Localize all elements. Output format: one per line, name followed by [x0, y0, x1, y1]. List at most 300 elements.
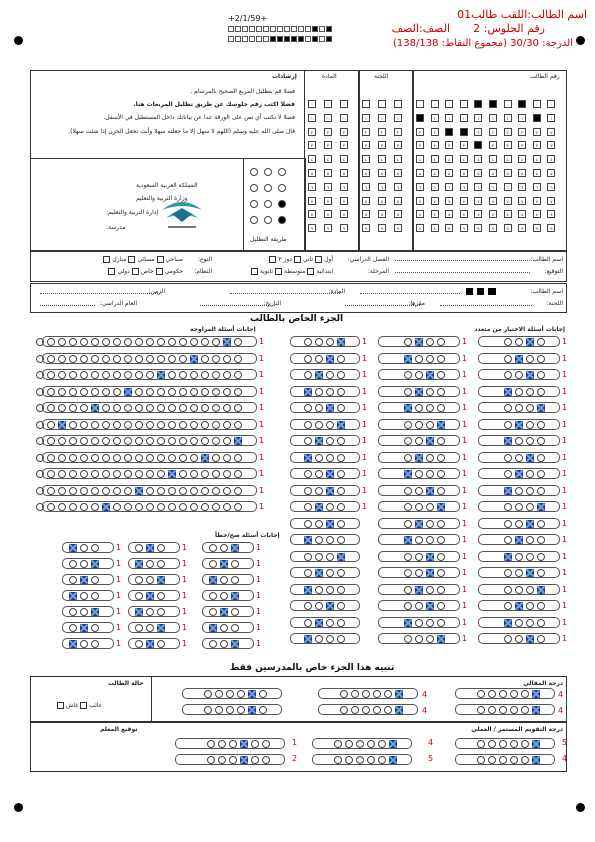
answer-bubble[interactable]: [201, 470, 209, 478]
answer-bubble[interactable]: [504, 602, 512, 610]
answer-bubble[interactable]: [201, 404, 209, 412]
answer-bubble[interactable]: [220, 608, 228, 616]
answer-bubble[interactable]: [304, 635, 312, 643]
id-bubble[interactable]: ٠: [431, 100, 439, 108]
answer-bubble[interactable]: [526, 454, 534, 462]
answer-bubble[interactable]: [415, 536, 423, 544]
id-bubble[interactable]: ٠: [378, 100, 386, 108]
answer-bubble[interactable]: [504, 553, 512, 561]
answer-bubble[interactable]: [69, 624, 77, 632]
answer-bubble[interactable]: [223, 503, 231, 511]
answer-bubble[interactable]: [157, 576, 165, 584]
id-bubble[interactable]: ٤: [504, 155, 512, 163]
answer-bubble[interactable]: [69, 576, 77, 584]
answer-bubble[interactable]: [437, 586, 445, 594]
answer-bubble[interactable]: [426, 355, 434, 363]
id-bubble[interactable]: ٠: [394, 100, 402, 108]
answer-bubble[interactable]: [223, 470, 231, 478]
id-bubble[interactable]: ١: [474, 114, 482, 122]
semester-options[interactable]: أولثانيدور ٣: [267, 256, 333, 263]
answer-bubble[interactable]: [201, 355, 209, 363]
answer-bubble[interactable]: [404, 619, 412, 627]
answer-bubble[interactable]: [337, 619, 345, 627]
id-bubble[interactable]: ٨: [394, 210, 402, 218]
answer-bubble[interactable]: [146, 454, 154, 462]
answer-bubble[interactable]: [515, 470, 523, 478]
answer-bubble[interactable]: [537, 602, 545, 610]
answer-bubble[interactable]: [234, 454, 242, 462]
answer-bubble[interactable]: [515, 536, 523, 544]
answer-bubble[interactable]: [415, 338, 423, 346]
id-bubble[interactable]: ٠: [324, 100, 332, 108]
answer-bubble[interactable]: [220, 544, 228, 552]
answer-bubble[interactable]: [415, 586, 423, 594]
answer-bubble[interactable]: [304, 503, 312, 511]
answer-bubble[interactable]: [212, 338, 220, 346]
answer-bubble[interactable]: [223, 355, 231, 363]
answer-bubble[interactable]: [437, 602, 445, 610]
id-bubble[interactable]: ٣: [547, 141, 555, 149]
answer-bubble[interactable]: [124, 437, 132, 445]
answer-bubble[interactable]: [168, 355, 176, 363]
answer-bubble[interactable]: [135, 404, 143, 412]
answer-bubble[interactable]: [80, 608, 88, 616]
answer-bubble[interactable]: [102, 371, 110, 379]
answer-bubble[interactable]: [537, 338, 545, 346]
id-bubble[interactable]: ٣: [474, 141, 482, 149]
answer-bubble[interactable]: [124, 503, 132, 511]
answer-bubble[interactable]: [102, 437, 110, 445]
answer-bubble[interactable]: [58, 338, 66, 346]
answer-bubble[interactable]: [337, 586, 345, 594]
answer-bubble[interactable]: [437, 437, 445, 445]
answer-bubble[interactable]: [426, 635, 434, 643]
answer-bubble[interactable]: [135, 421, 143, 429]
answer-bubble[interactable]: [190, 503, 198, 511]
id-bubble[interactable]: ٣: [518, 141, 526, 149]
answer-bubble[interactable]: [337, 553, 345, 561]
answer-bubble[interactable]: [537, 388, 545, 396]
answer-bubble[interactable]: [135, 592, 143, 600]
answer-bubble[interactable]: [515, 371, 523, 379]
answer-bubble[interactable]: [234, 421, 242, 429]
answer-bubble[interactable]: [157, 437, 165, 445]
answer-bubble[interactable]: [515, 404, 523, 412]
answer-bubble[interactable]: [69, 404, 77, 412]
answer-bubble[interactable]: [47, 503, 55, 511]
answer-bubble[interactable]: [69, 421, 77, 429]
answer-bubble[interactable]: [113, 404, 121, 412]
answer-bubble[interactable]: [179, 355, 187, 363]
id-bubble[interactable]: ٣: [340, 141, 348, 149]
answer-bubble[interactable]: [91, 487, 99, 495]
id-bubble[interactable]: ٠: [460, 100, 468, 108]
answer-bubble[interactable]: [91, 470, 99, 478]
answer-bubble[interactable]: [515, 487, 523, 495]
answer-bubble[interactable]: [304, 454, 312, 462]
answer-bubble[interactable]: [326, 635, 334, 643]
answer-bubble[interactable]: [231, 576, 239, 584]
answer-bubble[interactable]: [404, 421, 412, 429]
id-bubble[interactable]: ٩: [394, 224, 402, 232]
answer-bubble[interactable]: [135, 487, 143, 495]
answer-bubble[interactable]: [404, 586, 412, 594]
id-bubble[interactable]: ٠: [474, 100, 482, 108]
answer-bubble[interactable]: [91, 544, 99, 552]
answer-bubble[interactable]: [337, 635, 345, 643]
id-bubble[interactable]: ٤: [416, 155, 424, 163]
answer-bubble[interactable]: [157, 487, 165, 495]
answer-bubble[interactable]: [190, 355, 198, 363]
answer-bubble[interactable]: [212, 470, 220, 478]
answer-bubble[interactable]: [304, 536, 312, 544]
id-bubble[interactable]: ٦: [547, 183, 555, 191]
answer-bubble[interactable]: [515, 338, 523, 346]
answer-bubble[interactable]: [337, 470, 345, 478]
answer-bubble[interactable]: [157, 454, 165, 462]
answer-bubble[interactable]: [537, 404, 545, 412]
id-bubble[interactable]: ٩: [362, 224, 370, 232]
answer-bubble[interactable]: [326, 404, 334, 412]
answer-bubble[interactable]: [168, 404, 176, 412]
answer-bubble[interactable]: [337, 437, 345, 445]
answer-bubble[interactable]: [135, 624, 143, 632]
answer-bubble[interactable]: [135, 544, 143, 552]
id-bubble[interactable]: ٢: [416, 128, 424, 136]
answer-bubble[interactable]: [304, 338, 312, 346]
answer-bubble[interactable]: [426, 520, 434, 528]
answer-bubble[interactable]: [526, 404, 534, 412]
answer-bubble[interactable]: [426, 487, 434, 495]
answer-bubble[interactable]: [404, 454, 412, 462]
answer-bubble[interactable]: [36, 404, 44, 412]
answer-bubble[interactable]: [526, 586, 534, 594]
id-bubble[interactable]: ٦: [378, 183, 386, 191]
id-bubble[interactable]: ٢: [362, 128, 370, 136]
answer-bubble[interactable]: [47, 355, 55, 363]
answer-bubble[interactable]: [337, 404, 345, 412]
answer-bubble[interactable]: [326, 355, 334, 363]
id-bubble[interactable]: ٠: [533, 100, 541, 108]
answer-bubble[interactable]: [437, 470, 445, 478]
answer-bubble[interactable]: [113, 470, 121, 478]
answer-bubble[interactable]: [304, 619, 312, 627]
answer-bubble[interactable]: [537, 437, 545, 445]
answer-bubble[interactable]: [146, 404, 154, 412]
answer-bubble[interactable]: [209, 624, 217, 632]
answer-bubble[interactable]: [69, 544, 77, 552]
id-bubble[interactable]: ٢: [394, 128, 402, 136]
answer-bubble[interactable]: [337, 454, 345, 462]
answer-bubble[interactable]: [179, 371, 187, 379]
answer-bubble[interactable]: [404, 437, 412, 445]
answer-bubble[interactable]: [190, 454, 198, 462]
answer-bubble[interactable]: [157, 404, 165, 412]
answer-bubble[interactable]: [201, 388, 209, 396]
id-bubble[interactable]: ١: [362, 114, 370, 122]
id-bubble[interactable]: ١: [445, 114, 453, 122]
answer-bubble[interactable]: [515, 454, 523, 462]
answer-bubble[interactable]: [209, 544, 217, 552]
id-bubble[interactable]: ٤: [324, 155, 332, 163]
answer-bubble[interactable]: [415, 520, 423, 528]
answer-bubble[interactable]: [415, 437, 423, 445]
answer-bubble[interactable]: [326, 338, 334, 346]
id-bubble[interactable]: ٥: [431, 169, 439, 177]
answer-bubble[interactable]: [36, 371, 44, 379]
id-bubble[interactable]: ٩: [416, 224, 424, 232]
answer-bubble[interactable]: [102, 487, 110, 495]
answer-bubble[interactable]: [80, 404, 88, 412]
answer-bubble[interactable]: [124, 355, 132, 363]
id-bubble[interactable]: ١: [431, 114, 439, 122]
answer-bubble[interactable]: [190, 470, 198, 478]
answer-bubble[interactable]: [404, 338, 412, 346]
answer-bubble[interactable]: [113, 421, 121, 429]
id-bubble[interactable]: ٥: [518, 169, 526, 177]
id-bubble[interactable]: ٩: [518, 224, 526, 232]
answer-bubble[interactable]: [537, 470, 545, 478]
answer-bubble[interactable]: [220, 592, 228, 600]
answer-bubble[interactable]: [113, 355, 121, 363]
id-bubble[interactable]: ٠: [547, 100, 555, 108]
answer-bubble[interactable]: [426, 602, 434, 610]
answer-bubble[interactable]: [404, 355, 412, 363]
answer-bubble[interactable]: [537, 355, 545, 363]
answer-bubble[interactable]: [201, 421, 209, 429]
answer-bubble[interactable]: [168, 437, 176, 445]
answer-bubble[interactable]: [124, 470, 132, 478]
id-bubble[interactable]: ٩: [324, 224, 332, 232]
answer-bubble[interactable]: [91, 592, 99, 600]
answer-bubble[interactable]: [537, 371, 545, 379]
answer-bubble[interactable]: [36, 503, 44, 511]
answer-bubble[interactable]: [526, 602, 534, 610]
answer-bubble[interactable]: [537, 586, 545, 594]
answer-bubble[interactable]: [190, 437, 198, 445]
id-bubble[interactable]: ٢: [489, 128, 497, 136]
answer-bubble[interactable]: [404, 635, 412, 643]
answer-bubble[interactable]: [426, 454, 434, 462]
system-options[interactable]: حكوميخاصدولي: [106, 268, 183, 275]
answer-bubble[interactable]: [537, 619, 545, 627]
answer-bubble[interactable]: [437, 569, 445, 577]
answer-bubble[interactable]: [437, 421, 445, 429]
id-bubble[interactable]: ٠: [489, 100, 497, 108]
answer-bubble[interactable]: [113, 371, 121, 379]
id-bubble[interactable]: ١: [504, 114, 512, 122]
id-bubble[interactable]: ٩: [378, 224, 386, 232]
answer-bubble[interactable]: [91, 624, 99, 632]
status-options[interactable]: غائبغاش: [55, 702, 102, 709]
answer-bubble[interactable]: [304, 404, 312, 412]
id-bubble[interactable]: ٠: [416, 100, 424, 108]
answer-bubble[interactable]: [437, 536, 445, 544]
id-bubble[interactable]: ٩: [308, 224, 316, 232]
answer-bubble[interactable]: [315, 503, 323, 511]
id-bubble[interactable]: ٤: [533, 155, 541, 163]
id-bubble[interactable]: ٥: [445, 169, 453, 177]
answer-bubble[interactable]: [157, 608, 165, 616]
answer-bubble[interactable]: [315, 619, 323, 627]
id-bubble[interactable]: ٢: [533, 128, 541, 136]
id-bubble[interactable]: ٢: [378, 128, 386, 136]
answer-bubble[interactable]: [337, 487, 345, 495]
answer-bubble[interactable]: [337, 388, 345, 396]
answer-bubble[interactable]: [146, 437, 154, 445]
answer-bubble[interactable]: [504, 355, 512, 363]
answer-bubble[interactable]: [326, 619, 334, 627]
answer-bubble[interactable]: [69, 503, 77, 511]
answer-bubble[interactable]: [315, 404, 323, 412]
id-bubble[interactable]: ١: [340, 114, 348, 122]
answer-bubble[interactable]: [91, 608, 99, 616]
answer-bubble[interactable]: [168, 503, 176, 511]
answer-bubble[interactable]: [69, 454, 77, 462]
id-bubble[interactable]: ٨: [460, 210, 468, 218]
id-bubble[interactable]: ٩: [445, 224, 453, 232]
answer-bubble[interactable]: [58, 371, 66, 379]
answer-bubble[interactable]: [146, 503, 154, 511]
answer-bubble[interactable]: [315, 437, 323, 445]
id-bubble[interactable]: ١: [394, 114, 402, 122]
id-bubble[interactable]: ٢: [445, 128, 453, 136]
id-bubble[interactable]: ٧: [324, 197, 332, 205]
answer-bubble[interactable]: [504, 487, 512, 495]
answer-bubble[interactable]: [504, 503, 512, 511]
answer-bubble[interactable]: [146, 576, 154, 584]
id-bubble[interactable]: ٢: [474, 128, 482, 136]
answer-bubble[interactable]: [223, 404, 231, 412]
answer-bubble[interactable]: [146, 388, 154, 396]
answer-bubble[interactable]: [315, 553, 323, 561]
answer-bubble[interactable]: [426, 437, 434, 445]
answer-bubble[interactable]: [102, 388, 110, 396]
id-bubble[interactable]: ٢: [308, 128, 316, 136]
answer-bubble[interactable]: [415, 553, 423, 561]
answer-bubble[interactable]: [326, 470, 334, 478]
answer-bubble[interactable]: [326, 536, 334, 544]
id-bubble[interactable]: ٧: [394, 197, 402, 205]
id-bubble[interactable]: ٥: [394, 169, 402, 177]
answer-bubble[interactable]: [504, 404, 512, 412]
answer-bubble[interactable]: [201, 487, 209, 495]
answer-bubble[interactable]: [69, 355, 77, 363]
answer-bubble[interactable]: [337, 421, 345, 429]
id-bubble[interactable]: ٨: [308, 210, 316, 218]
id-bubble[interactable]: ٧: [489, 197, 497, 205]
answer-bubble[interactable]: [537, 520, 545, 528]
answer-bubble[interactable]: [47, 421, 55, 429]
answer-bubble[interactable]: [190, 338, 198, 346]
id-bubble[interactable]: ٣: [431, 141, 439, 149]
answer-bubble[interactable]: [515, 437, 523, 445]
answer-bubble[interactable]: [58, 470, 66, 478]
answer-bubble[interactable]: [124, 388, 132, 396]
id-bubble[interactable]: ٠: [340, 100, 348, 108]
answer-bubble[interactable]: [415, 569, 423, 577]
answer-bubble[interactable]: [146, 371, 154, 379]
answer-bubble[interactable]: [315, 421, 323, 429]
answer-bubble[interactable]: [80, 592, 88, 600]
id-bubble[interactable]: ٩: [533, 224, 541, 232]
answer-bubble[interactable]: [326, 520, 334, 528]
answer-bubble[interactable]: [504, 586, 512, 594]
answer-bubble[interactable]: [426, 388, 434, 396]
id-bubble[interactable]: ٨: [340, 210, 348, 218]
answer-bubble[interactable]: [102, 355, 110, 363]
answer-bubble[interactable]: [415, 421, 423, 429]
answer-bubble[interactable]: [504, 371, 512, 379]
id-bubble[interactable]: ٢: [324, 128, 332, 136]
answer-bubble[interactable]: [315, 454, 323, 462]
answer-bubble[interactable]: [168, 421, 176, 429]
id-bubble[interactable]: ١: [324, 114, 332, 122]
answer-bubble[interactable]: [220, 576, 228, 584]
id-bubble[interactable]: ٥: [489, 169, 497, 177]
answer-bubble[interactable]: [69, 437, 77, 445]
answer-bubble[interactable]: [326, 602, 334, 610]
date-line[interactable]: [200, 305, 275, 306]
answer-bubble[interactable]: [337, 569, 345, 577]
answer-bubble[interactable]: [526, 437, 534, 445]
answer-bubble[interactable]: [179, 487, 187, 495]
answer-bubble[interactable]: [404, 553, 412, 561]
answer-bubble[interactable]: [223, 454, 231, 462]
answer-bubble[interactable]: [415, 355, 423, 363]
answer-bubble[interactable]: [526, 470, 534, 478]
id-bubble[interactable]: ٤: [518, 155, 526, 163]
answer-bubble[interactable]: [234, 388, 242, 396]
answer-bubble[interactable]: [515, 569, 523, 577]
id-bubble[interactable]: ٧: [378, 197, 386, 205]
answer-bubble[interactable]: [426, 569, 434, 577]
answer-bubble[interactable]: [304, 553, 312, 561]
id-bubble[interactable]: ٧: [445, 197, 453, 205]
id-bubble[interactable]: ٥: [474, 169, 482, 177]
id-bubble[interactable]: ٨: [547, 210, 555, 218]
id-bubble[interactable]: ٣: [504, 141, 512, 149]
answer-bubble[interactable]: [504, 569, 512, 577]
answer-bubble[interactable]: [135, 437, 143, 445]
answer-bubble[interactable]: [69, 560, 77, 568]
answer-bubble[interactable]: [504, 470, 512, 478]
answer-bubble[interactable]: [102, 503, 110, 511]
id-bubble[interactable]: ٧: [340, 197, 348, 205]
answer-bubble[interactable]: [91, 640, 99, 648]
answer-bubble[interactable]: [526, 338, 534, 346]
answer-bubble[interactable]: [404, 602, 412, 610]
id-bubble[interactable]: ٠: [308, 100, 316, 108]
answer-bubble[interactable]: [91, 421, 99, 429]
id-bubble[interactable]: ٩: [547, 224, 555, 232]
answer-bubble[interactable]: [91, 503, 99, 511]
answer-bubble[interactable]: [135, 338, 143, 346]
answer-bubble[interactable]: [80, 470, 88, 478]
id-bubble[interactable]: ٧: [504, 197, 512, 205]
answer-bubble[interactable]: [426, 553, 434, 561]
id-bubble[interactable]: ٨: [445, 210, 453, 218]
answer-bubble[interactable]: [437, 487, 445, 495]
answer-bubble[interactable]: [58, 355, 66, 363]
answer-bubble[interactable]: [404, 569, 412, 577]
answer-bubble[interactable]: [326, 503, 334, 511]
answer-bubble[interactable]: [91, 371, 99, 379]
answer-bubble[interactable]: [212, 503, 220, 511]
signature-line[interactable]: [395, 272, 530, 273]
answer-bubble[interactable]: [47, 437, 55, 445]
answer-bubble[interactable]: [537, 536, 545, 544]
